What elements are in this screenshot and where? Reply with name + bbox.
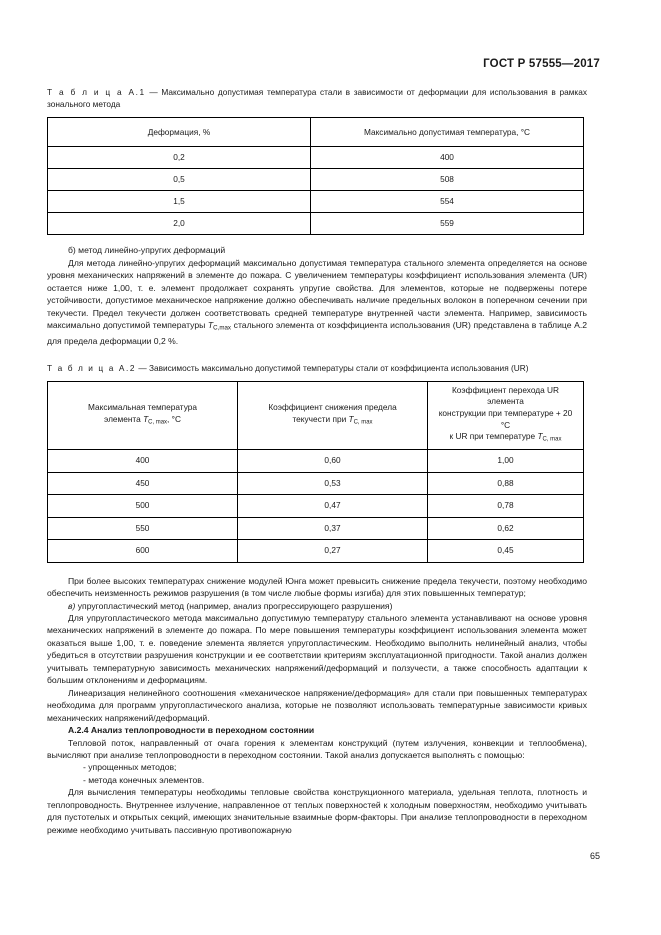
table-a1-cell: 554 bbox=[311, 191, 584, 213]
table-a2-header-row bbox=[48, 381, 584, 449]
table-a1-caption-text: — Максимально допустимая температура стали в зависимости от деформации для использования в рамках зонального метода bbox=[47, 87, 587, 110]
table-row bbox=[48, 450, 584, 473]
table-a1-body bbox=[48, 147, 584, 235]
table-a2-col3-line2: конструкции при температуре + 20 °C bbox=[438, 407, 573, 430]
table-row bbox=[48, 517, 584, 540]
table-a1-cell: 559 bbox=[311, 213, 584, 235]
table-a2-col2-line1: Коэффициент снижения предела bbox=[268, 402, 397, 413]
symbol-subscript: C,max bbox=[213, 324, 232, 332]
symbol-t: T bbox=[143, 413, 149, 424]
table-a2-cell: 0,78 bbox=[428, 495, 584, 518]
table-a2-cell: 400 bbox=[48, 450, 238, 473]
table-a2 bbox=[47, 381, 584, 563]
table-row bbox=[48, 147, 584, 169]
table-a2-col1-line2-prefix: элемента bbox=[104, 413, 144, 424]
table-a1 bbox=[47, 117, 584, 235]
table-a1-col-deformation: Деформация, % bbox=[48, 118, 311, 147]
section-b-label: б) метод линейно-упругих деформаций bbox=[68, 245, 226, 256]
table-row bbox=[48, 213, 584, 235]
table-a2-cell: 500 bbox=[48, 495, 238, 518]
symbol-t-cmax bbox=[208, 320, 231, 330]
symbol-subscript: C, max bbox=[353, 419, 373, 426]
table-a2-cell: 0,88 bbox=[428, 472, 584, 495]
table-a2-col-yield-reduction-factor bbox=[238, 381, 428, 449]
table-a2-cell: 450 bbox=[48, 472, 238, 495]
table-a2-caption-text: — Зависимость максимально допустимой температуры стали от коэффициента использования (UR) bbox=[136, 362, 529, 373]
table-a1-caption-label: Т а б л и ц а А.1 bbox=[47, 87, 146, 97]
page-header-standard-code: ГОСТ Р 57555—2017 bbox=[483, 58, 600, 70]
table-a2-cell: 0,37 bbox=[238, 517, 428, 540]
table-a1-col-max-temperature: Максимально допустимая температура, °C bbox=[311, 118, 584, 147]
table-a2-col1-line2-suffix: , °C bbox=[167, 413, 181, 424]
document-content bbox=[47, 86, 587, 836]
symbol-t: T bbox=[537, 431, 543, 442]
table-a1-cell: 0,5 bbox=[48, 169, 311, 191]
table-a2-col1-line1: Максимальная температура bbox=[88, 402, 197, 413]
table-a2-cell: 0,47 bbox=[238, 495, 428, 518]
table-a2-cell: 0,62 bbox=[428, 517, 584, 540]
symbol-t: T bbox=[207, 320, 214, 331]
table-row bbox=[48, 540, 584, 563]
paragraph-young-modulus: При более высоких температурах снижение модулей Юнга может превысить снижение предела текучести, поэтому необходимо обеспечить неизменность режимов разрушения (в том числе любые формы изгиба) для этих повышенных температур; bbox=[47, 575, 587, 599]
table-a2-body bbox=[48, 450, 584, 563]
section-a24-bullet-2: - метода конечных элементов. bbox=[83, 774, 205, 785]
table-a2-cell: 0,53 bbox=[238, 472, 428, 495]
table-a1-cell: 2,0 bbox=[48, 213, 311, 235]
table-a1-cell: 508 bbox=[311, 169, 584, 191]
table-a1-cell: 0,2 bbox=[48, 147, 311, 169]
table-a2-caption-label: Т а б л и ц а А.2 bbox=[47, 362, 137, 373]
table-a1-cell: 400 bbox=[311, 147, 584, 169]
table-a2-col3-line3-prefix: к UR при температуре bbox=[449, 431, 538, 442]
section-b-paragraph-part2: стального элемента от коэффициента использования (UR) представлена в таблице А.2 для предела деформации 0,2 %. bbox=[47, 320, 587, 347]
table-a2-col2-line2-prefix: текучести при bbox=[292, 413, 349, 424]
table-a2-cell: 0,45 bbox=[428, 540, 584, 563]
symbol-t: T bbox=[348, 413, 354, 424]
table-a2-cell: 0,60 bbox=[238, 450, 428, 473]
table-a2-col-max-element-temperature bbox=[48, 381, 238, 449]
section-a24-paragraph-1: Тепловой поток, направленный от очага горения к элементам конструкций (путем излучения, конвекции и теплообмена), вычисляют при анализе теплопроводности в переходном состоянии. Такой анализ допускается выполнять с помощью: bbox=[47, 737, 587, 760]
page-number: 65 bbox=[589, 851, 600, 861]
table-a2-col3-line1: Коэффициент перехода UR элемента bbox=[451, 384, 560, 407]
table-a2-col-ur-transition-factor bbox=[428, 381, 584, 449]
table-a2-caption bbox=[47, 362, 587, 374]
table-a2-cell: 550 bbox=[48, 517, 238, 540]
table-row bbox=[48, 472, 584, 495]
section-a24-heading: А.2.4 Анализ теплопроводности в переходном состоянии bbox=[68, 725, 315, 736]
paragraph-elastoplastic-method: Для упругопластического метода максимально допустимую температуру стального элемента устанавливают на основе уровня механических напряжений в элементе до пожара. По мере повышения температуры коэффициент использования элемента может оказаться выше 1,00, т. е. поведение элемента является упругопластическим. Необходимо выполнить нелинейный анализ, чтобы убедиться в отсутствии разрушения конструкции и ее соответствии критериям эксплуатационной пригодности. Такой анализ должен учитывать температурную зависимость механических напряжений/деформаций и ползучести, а также способность адаптации к большим отклонениям и деформациям. bbox=[47, 612, 587, 686]
table-row bbox=[48, 191, 584, 213]
section-b-paragraph bbox=[47, 257, 587, 348]
table-a2-cell: 0,27 bbox=[238, 540, 428, 563]
table-a1-header-row bbox=[48, 118, 584, 147]
table-a1-caption bbox=[47, 86, 587, 110]
section-v-label bbox=[47, 600, 587, 612]
section-a24-paragraph-2: Для вычисления температуры необходимы тепловые свойства конструкционного материала, удельная теплота, плотность и теплопроводность. Внутреннее излучение, направленное от теплых поверхностей к холодным поверхностям, необходимо учитывать для пустотелых и открытых секций, имеющих значительные взаимные форм-факторы. При анализе теплопроводности в переходном режиме необходимо учитывать пассивную противопожарную bbox=[47, 787, 587, 835]
section-v-label-text: упругопластический метод (например, анализ прогрессирующего разрушения) bbox=[75, 600, 393, 611]
section-v-letter: в) bbox=[68, 600, 76, 611]
table-row bbox=[48, 495, 584, 518]
section-a24-bullet-1: - упрощенных методов; bbox=[83, 762, 177, 773]
table-row bbox=[48, 169, 584, 191]
table-a2-cell: 600 bbox=[48, 540, 238, 563]
table-a1-cell: 1,5 bbox=[48, 191, 311, 213]
paragraph-linearization: Линеаризация нелинейного соотношения «механическое напряжение/деформация» для стали при повышенных температурах необходима для программ упругопластического анализа, которые не позволяют использовать температурные зависимости кривых механических напряжений/деформаций. bbox=[47, 687, 587, 723]
table-a2-cell: 1,00 bbox=[428, 450, 584, 473]
symbol-subscript: C, max bbox=[542, 436, 562, 443]
symbol-subscript: C, max bbox=[148, 419, 168, 426]
section-b-paragraph-part1: Для метода линейно-упругих деформаций максимально допустимая температура стального элемента определяется на основе уровня механических напряжений в элементе до пожара. С увеличением температуры коэффициент использования элемента (UR) остается ниже 1,00, т. е. элемент продолжает сохранять упругие свойства. Для элементов, которые не подвержены потере устойчивости, допустимое механическое напряжение должно обеспечивать наличие предельных волокон в поперечном сечении при текучести. Предел текучести должен соответствовать средней температуре внутренней части элемента. Например, зависимость максимально допустимой температуры bbox=[47, 257, 587, 331]
